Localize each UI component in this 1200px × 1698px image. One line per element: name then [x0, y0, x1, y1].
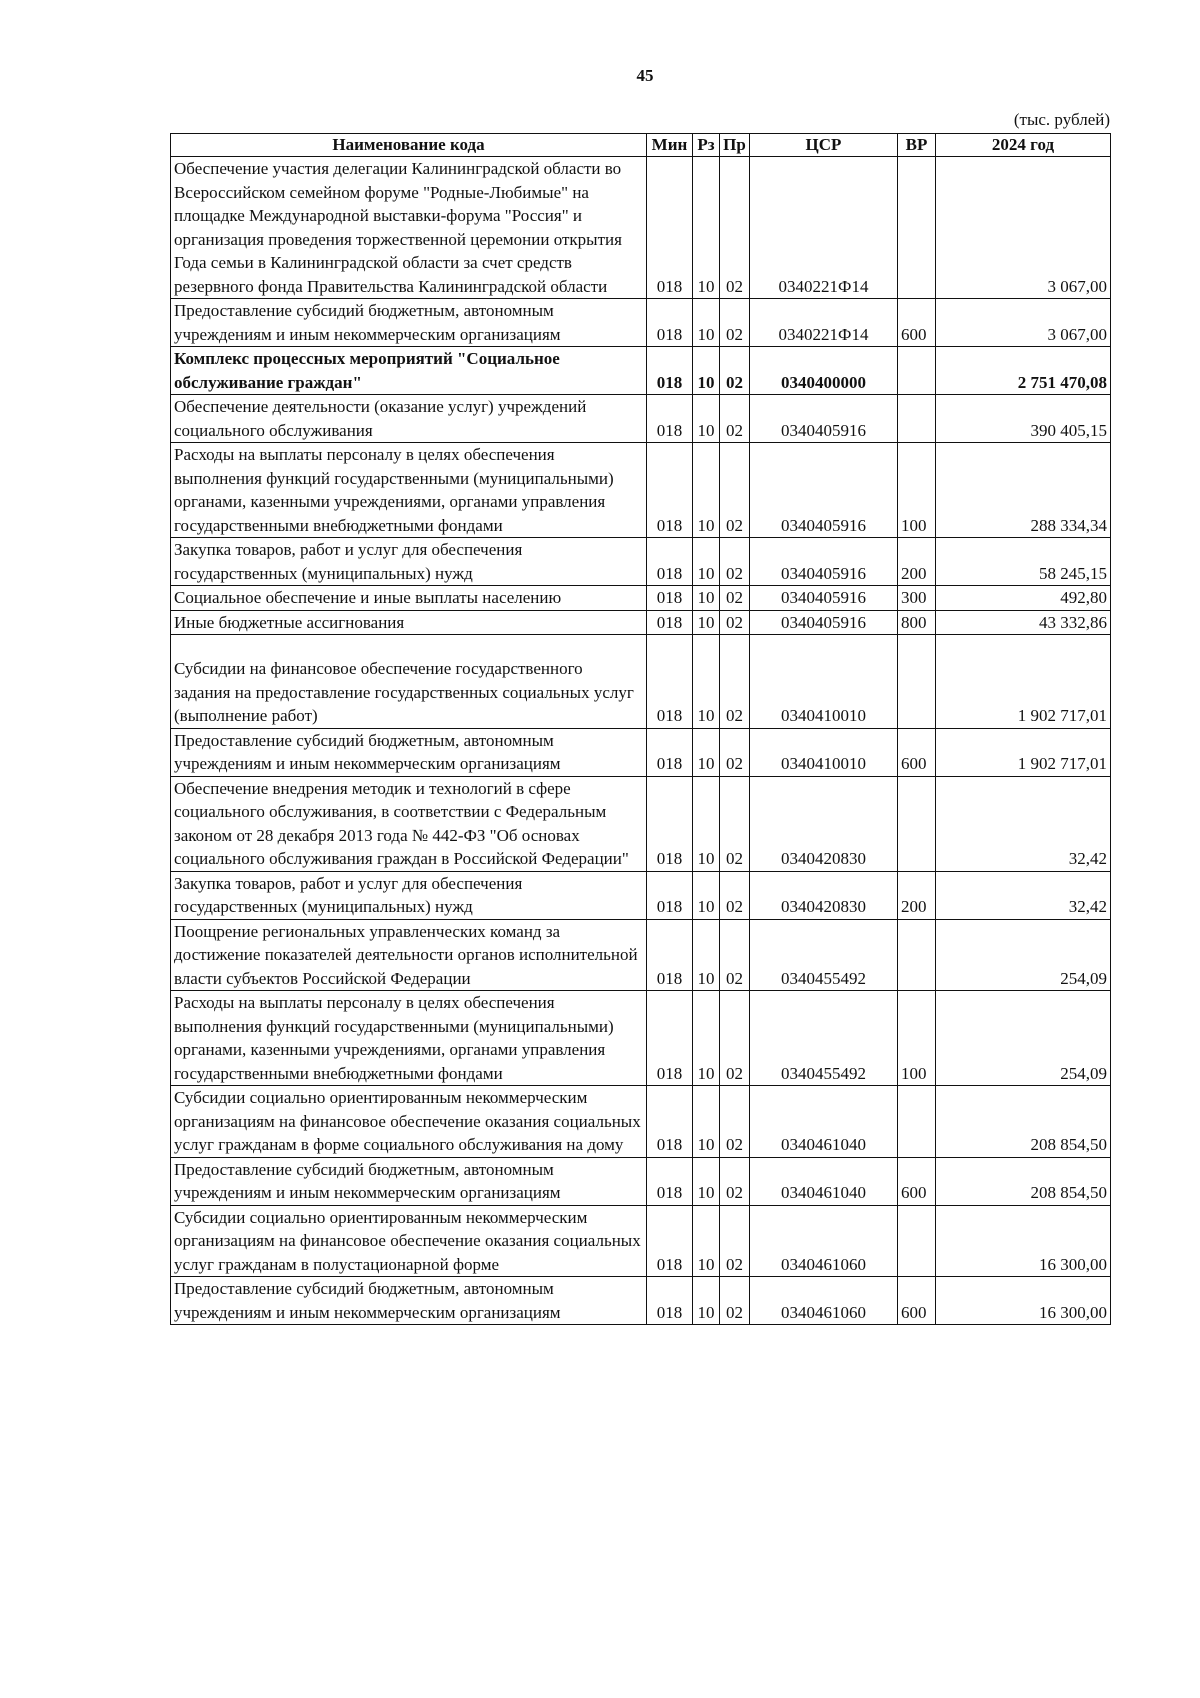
cell-csr: 0340420830: [750, 871, 898, 919]
cell-csr: 0340400000: [750, 347, 898, 395]
cell-csr: 0340410010: [750, 728, 898, 776]
cell-name: Предоставление субсидий бюджетным, автономным учреждениям и иным некоммерческим организациям: [171, 1157, 647, 1205]
cell-vr: 600: [898, 299, 936, 347]
table-body: [171, 157, 1111, 1325]
cell-min: 018: [647, 1205, 693, 1277]
header-row: [171, 134, 1111, 157]
cell-vr: 100: [898, 443, 936, 538]
cell-rz: 10: [693, 538, 720, 586]
cell-name: Субсидии социально ориентированным некоммерческим организациям на финансовое обеспечение оказания социальных услуг гражданам в форме социального обслуживания на дому: [171, 1086, 647, 1158]
cell-min: 018: [647, 395, 693, 443]
cell-pr: 02: [720, 776, 750, 871]
cell-csr: 0340405916: [750, 610, 898, 635]
cell-name: Социальное обеспечение и иные выплаты населению: [171, 586, 647, 611]
cell-min: 018: [647, 728, 693, 776]
cell-pr: 02: [720, 610, 750, 635]
cell-pr: 02: [720, 586, 750, 611]
cell-min: 018: [647, 1277, 693, 1325]
cell-min: 018: [647, 776, 693, 871]
header-csr: ЦСР: [750, 134, 898, 157]
cell-min: 018: [647, 1157, 693, 1205]
cell-vr: [898, 919, 936, 991]
table-row: [171, 991, 1111, 1086]
cell-csr: 0340461060: [750, 1205, 898, 1277]
header-rz: Рз: [693, 134, 720, 157]
cell-rz: 10: [693, 347, 720, 395]
table-row: [171, 919, 1111, 991]
header-name: Наименование кода: [171, 134, 647, 157]
cell-rz: 10: [693, 871, 720, 919]
table-row: [171, 157, 1111, 299]
table-row: [171, 538, 1111, 586]
cell-vr: 200: [898, 538, 936, 586]
cell-amount: 3 067,00: [936, 299, 1111, 347]
table-row: [171, 299, 1111, 347]
page-number: 45: [636, 66, 654, 85]
cell-min: 018: [647, 157, 693, 299]
header-vr: ВР: [898, 134, 936, 157]
cell-vr: [898, 776, 936, 871]
cell-name: Расходы на выплаты персоналу в целях обеспечения выполнения функций государственными (муниципальными) органами, казенными учреждениями, органами управления государственными внебюджетными фондами: [171, 443, 647, 538]
table-row: [171, 1157, 1111, 1205]
cell-rz: 10: [693, 395, 720, 443]
table-row: [171, 586, 1111, 611]
table-row: [171, 610, 1111, 635]
cell-amount: 16 300,00: [936, 1277, 1111, 1325]
cell-min: 018: [647, 347, 693, 395]
table-row: [171, 1277, 1111, 1325]
cell-csr: 0340410010: [750, 635, 898, 729]
table-row: [171, 728, 1111, 776]
units-label: (тыс. рублей): [1013, 110, 1110, 129]
cell-rz: 10: [693, 635, 720, 729]
table-row: [171, 1205, 1111, 1277]
cell-vr: [898, 635, 936, 729]
budget-table: [170, 133, 1111, 1325]
cell-amount: 254,09: [936, 991, 1111, 1086]
cell-vr: [898, 347, 936, 395]
cell-min: 018: [647, 919, 693, 991]
header-min: Мин: [647, 134, 693, 157]
table-row: [171, 443, 1111, 538]
cell-csr: 0340405916: [750, 443, 898, 538]
cell-amount: 16 300,00: [936, 1205, 1111, 1277]
cell-vr: 300: [898, 586, 936, 611]
cell-min: 018: [647, 586, 693, 611]
cell-pr: 02: [720, 1277, 750, 1325]
cell-amount: 58 245,15: [936, 538, 1111, 586]
cell-pr: 02: [720, 728, 750, 776]
cell-csr: 0340461040: [750, 1157, 898, 1205]
cell-amount: 390 405,15: [936, 395, 1111, 443]
cell-name: Субсидии социально ориентированным некоммерческим организациям на финансовое обеспечение оказания социальных услуг гражданам в полустационарной форме: [171, 1205, 647, 1277]
cell-csr: 0340221Ф14: [750, 157, 898, 299]
cell-rz: 10: [693, 728, 720, 776]
cell-pr: 02: [720, 919, 750, 991]
cell-pr: 02: [720, 1086, 750, 1158]
cell-pr: 02: [720, 991, 750, 1086]
cell-min: 018: [647, 610, 693, 635]
cell-rz: 10: [693, 1277, 720, 1325]
cell-vr: 100: [898, 991, 936, 1086]
cell-vr: [898, 157, 936, 299]
cell-min: 018: [647, 991, 693, 1086]
cell-rz: 10: [693, 157, 720, 299]
table-row: [171, 1086, 1111, 1158]
cell-rz: 10: [693, 586, 720, 611]
cell-pr: 02: [720, 347, 750, 395]
cell-csr: 0340455492: [750, 991, 898, 1086]
cell-name: Иные бюджетные ассигнования: [171, 610, 647, 635]
cell-name: Закупка товаров, работ и услуг для обеспечения государственных (муниципальных) нужд: [171, 538, 647, 586]
cell-min: 018: [647, 871, 693, 919]
cell-pr: 02: [720, 538, 750, 586]
header-year: 2024 год: [936, 134, 1111, 157]
cell-pr: 02: [720, 157, 750, 299]
table-row: [171, 347, 1111, 395]
cell-amount: 2 751 470,08: [936, 347, 1111, 395]
cell-min: 018: [647, 538, 693, 586]
table-row: [171, 871, 1111, 919]
cell-pr: 02: [720, 1157, 750, 1205]
cell-pr: 02: [720, 1205, 750, 1277]
cell-vr: 800: [898, 610, 936, 635]
cell-min: 018: [647, 299, 693, 347]
cell-pr: 02: [720, 443, 750, 538]
cell-rz: 10: [693, 776, 720, 871]
cell-csr: 0340405916: [750, 586, 898, 611]
cell-rz: 10: [693, 1205, 720, 1277]
cell-csr: 0340461060: [750, 1277, 898, 1325]
cell-name: Закупка товаров, работ и услуг для обеспечения государственных (муниципальных) нужд: [171, 871, 647, 919]
cell-amount: 32,42: [936, 871, 1111, 919]
cell-name: Поощрение региональных управленческих команд за достижение показателей деятельности органов исполнительной власти субъектов Российской Федерации: [171, 919, 647, 991]
cell-pr: 02: [720, 635, 750, 729]
cell-amount: 288 334,34: [936, 443, 1111, 538]
cell-amount: 1 902 717,01: [936, 728, 1111, 776]
cell-min: 018: [647, 443, 693, 538]
cell-name: Обеспечение деятельности (оказание услуг) учреждений социального обслуживания: [171, 395, 647, 443]
cell-name: Обеспечение участия делегации Калининградской области во Всероссийском семейном форуме "Родные-Любимые" на площадке Международной выставки-форума "Россия" и организация проведения торжественной церемонии открытия Года семьи в Калининградской области за счет средств резервного фонда Правительства Калининградской области: [171, 157, 647, 299]
cell-amount: 3 067,00: [936, 157, 1111, 299]
cell-name: Предоставление субсидий бюджетным, автономным учреждениям и иным некоммерческим организациям: [171, 299, 647, 347]
cell-vr: [898, 1086, 936, 1158]
cell-amount: 43 332,86: [936, 610, 1111, 635]
cell-rz: 10: [693, 1157, 720, 1205]
cell-vr: 600: [898, 728, 936, 776]
cell-name: Расходы на выплаты персоналу в целях обеспечения выполнения функций государственными (муниципальными) органами, казенными учреждениями, органами управления государственными внебюджетными фондами: [171, 991, 647, 1086]
table-row: [171, 635, 1111, 729]
cell-min: 018: [647, 1086, 693, 1158]
cell-rz: 10: [693, 919, 720, 991]
cell-vr: 600: [898, 1157, 936, 1205]
cell-csr: 0340221Ф14: [750, 299, 898, 347]
cell-rz: 10: [693, 443, 720, 538]
cell-rz: 10: [693, 610, 720, 635]
cell-csr: 0340405916: [750, 395, 898, 443]
cell-name: Обеспечение внедрения методик и технологий в сфере социального обслуживания, в соответствии с Федеральным законом от 28 декабря 2013 года № 442-ФЗ "Об основах социального обслуживания граждан в Российской Федерации": [171, 776, 647, 871]
cell-name: Предоставление субсидий бюджетным, автономным учреждениям и иным некоммерческим организациям: [171, 728, 647, 776]
cell-min: 018: [647, 635, 693, 729]
cell-rz: 10: [693, 1086, 720, 1158]
table-row: [171, 776, 1111, 871]
cell-amount: 254,09: [936, 919, 1111, 991]
cell-pr: 02: [720, 299, 750, 347]
cell-name: Предоставление субсидий бюджетным, автономным учреждениям и иным некоммерческим организациям: [171, 1277, 647, 1325]
cell-amount: 1 902 717,01: [936, 635, 1111, 729]
cell-amount: 492,80: [936, 586, 1111, 611]
cell-name: Комплекс процессных мероприятий "Социальное обслуживание граждан": [171, 347, 647, 395]
cell-pr: 02: [720, 871, 750, 919]
cell-csr: 0340455492: [750, 919, 898, 991]
cell-name: Субсидии на финансовое обеспечение государственного задания на предоставление государственных социальных услуг (выполнение работ): [171, 635, 647, 729]
cell-amount: 208 854,50: [936, 1157, 1111, 1205]
cell-rz: 10: [693, 991, 720, 1086]
table-row: [171, 395, 1111, 443]
cell-vr: [898, 395, 936, 443]
cell-rz: 10: [693, 299, 720, 347]
cell-csr: 0340405916: [750, 538, 898, 586]
cell-csr: 0340461040: [750, 1086, 898, 1158]
cell-amount: 32,42: [936, 776, 1111, 871]
cell-csr: 0340420830: [750, 776, 898, 871]
cell-vr: [898, 1205, 936, 1277]
cell-vr: 600: [898, 1277, 936, 1325]
cell-pr: 02: [720, 395, 750, 443]
cell-vr: 200: [898, 871, 936, 919]
header-pr: Пр: [720, 134, 750, 157]
cell-amount: 208 854,50: [936, 1086, 1111, 1158]
